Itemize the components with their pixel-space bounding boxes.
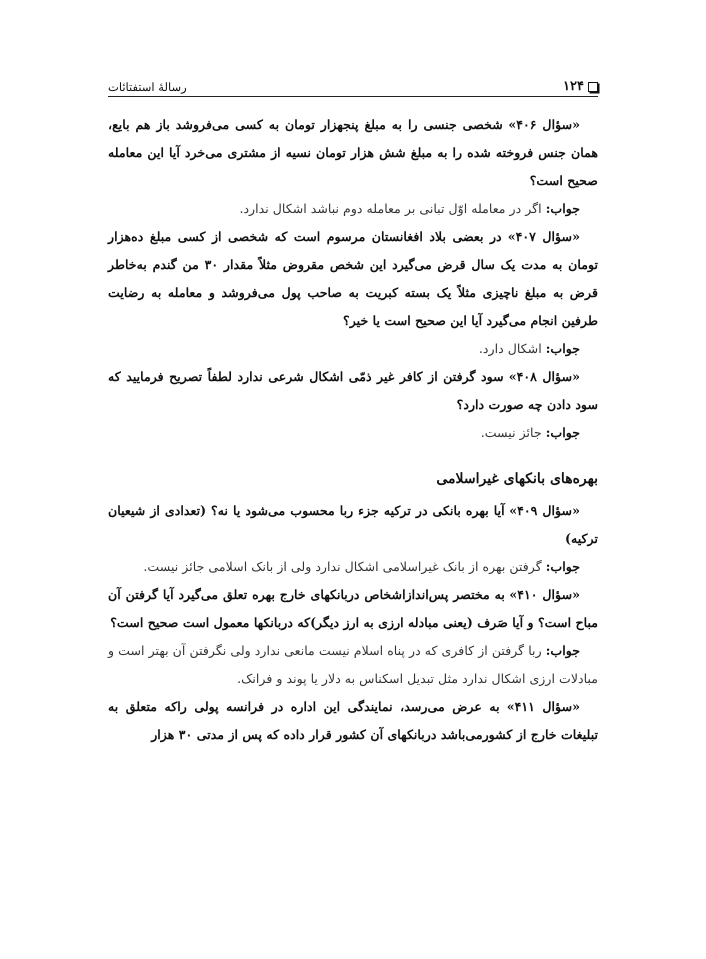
question-number: «سؤال ۴۱۱» <box>506 699 580 714</box>
page-content <box>108 111 598 749</box>
answer-label: جواب: <box>545 341 580 356</box>
question-407 <box>108 223 598 335</box>
question-number: «سؤال ۴۰۸» <box>508 369 580 384</box>
question-number: «سؤال ۴۰۹» <box>509 503 580 518</box>
square-bullet-icon <box>588 82 598 92</box>
question-text: به عرض می‌رسد، نمایندگی این اداره در فرانسه پولی راکه متعلق به تبلیغات خارج از کشورمی‌باشد دربانکهای آن کشور قرار داده که پس از مدتی ۳۰ هزار <box>108 699 598 742</box>
document-page <box>108 70 598 749</box>
answer-text: ربا گرفتن از کافری که در پناه اسلام نیست مانعی ندارد ولی نگرفتن آن بهتر است و مبادلات ارزی اشکال ندارد مثل تبدیل اسکناس به دلار یا پوند و فرانک. <box>108 643 598 686</box>
question-406 <box>108 111 598 195</box>
question-410 <box>108 581 598 637</box>
question-number: «سؤال ۴۱۰» <box>509 587 580 602</box>
question-text: در بعضی بلاد افغانستان مرسوم است که شخصی از کسی مبلغ ده‌هزار تومان به مدت یک سال قرض می‌گیرد این شخص مقروض مثلاً مقدار ۳۰ من گندم به‌خاطر قرض به مبلغ ناچیزی مثلاً یک بسته کبریت به صاحب پول می‌فروشد و معامله به رضایت طرفین انجام می‌گیرد آیا این صحیح است یا خیر؟ <box>108 229 598 328</box>
question-408 <box>108 363 598 419</box>
answer-407 <box>108 335 598 363</box>
answer-text: گرفتن بهره از بانک غیراسلامی اشکال ندارد ولی از بانک اسلامی جائز نیست. <box>143 559 542 574</box>
answer-408 <box>108 419 598 447</box>
answer-label: جواب: <box>545 425 580 440</box>
page-number-text: ۱۲۴ <box>563 79 584 94</box>
answer-text: اگر در معامله اوّل تبانی بر معامله دوم نباشد اشکال ندارد. <box>239 201 542 216</box>
book-title: رسالۀ استفتائات <box>108 80 187 94</box>
question-number: «سؤال ۴۰۶» <box>508 117 580 132</box>
answer-text: اشکال دارد. <box>478 341 542 356</box>
answer-label: جواب: <box>545 201 580 216</box>
answer-label: جواب: <box>545 643 580 658</box>
question-409 <box>108 497 598 553</box>
answer-label: جواب: <box>545 559 580 574</box>
question-number: «سؤال ۴۰۷» <box>507 229 580 244</box>
page-number <box>563 79 598 94</box>
answer-text: جائز نیست. <box>480 425 542 440</box>
question-text: آیا بهره بانکی در ترکیه جزء ربا محسوب می‌شود یا نه؟ (تعدادی از شیعیان ترکیه) <box>108 503 598 546</box>
page-header <box>108 70 598 97</box>
answer-409 <box>108 553 598 581</box>
question-text: شخصی جنسی را به مبلغ پنجهزار تومان به کسی می‌فروشد باز هم بایع، همان جنس فروخته شده را به مبلغ شش هزار تومان نسیه از مشتری می‌خرد آیا این معامله صحیح است؟ <box>108 117 598 188</box>
answer-406 <box>108 195 598 223</box>
question-text: سود گرفتن از کافر غیر ذمّی اشکال شرعی ندارد لطفاً تصریح فرمایید که سود دادن چه صورت دارد؟ <box>108 369 598 412</box>
section-heading: بهره‌های بانکهای غیراسلامی <box>436 471 598 487</box>
question-411 <box>108 693 598 749</box>
answer-410 <box>108 637 598 693</box>
question-text: به مختصر پس‌اندازاشخاص دربانکهای خارج بهره تعلق می‌گیرد آیا گرفتن آن مباح است؟ و آیا صَرف (یعنی مبادله ارزی به ارز دیگر)که دربانکها معمول است صحیح است؟ <box>108 587 598 630</box>
